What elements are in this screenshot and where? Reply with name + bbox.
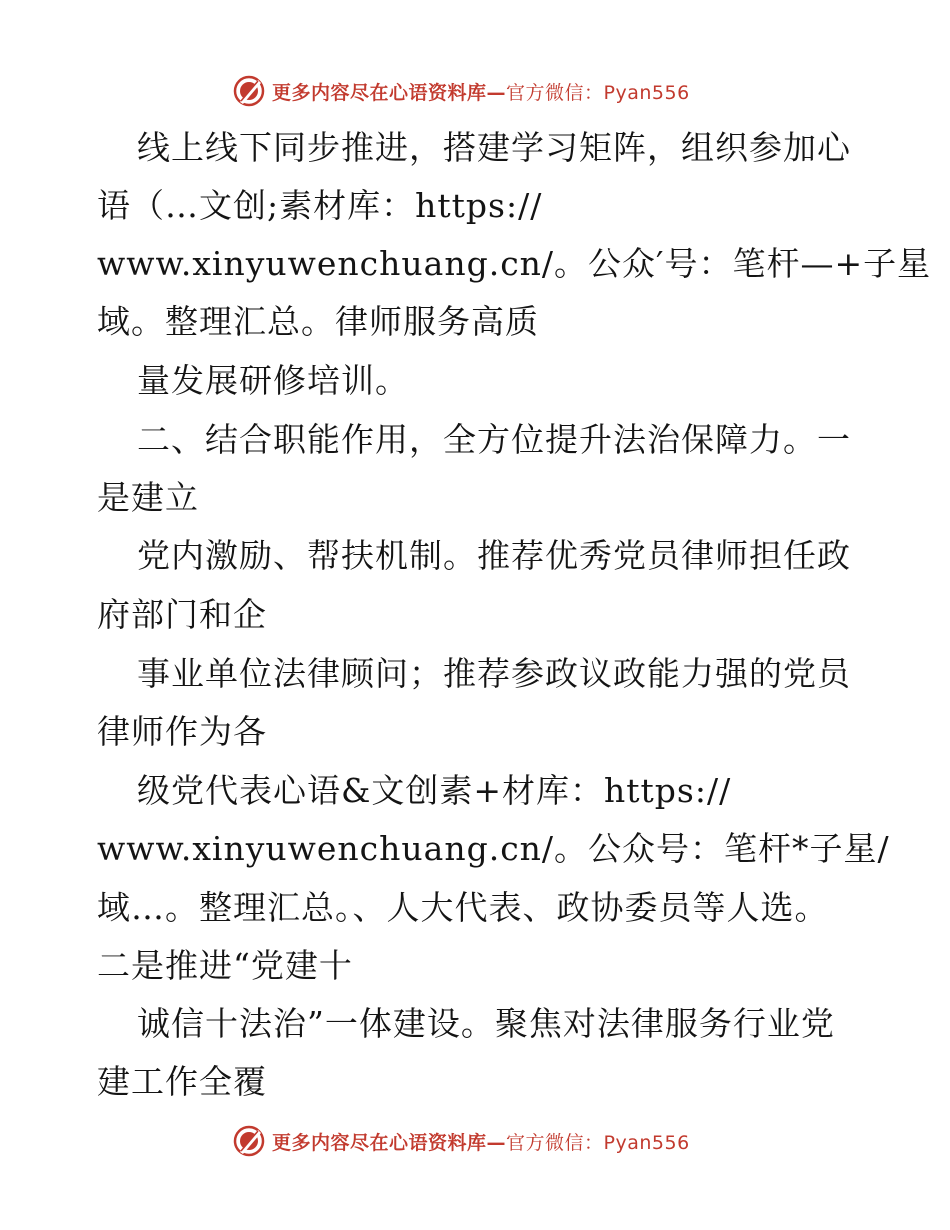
text-line: 量发展研修培训。 (137, 361, 409, 400)
footer-banner-wechat-label: 官方微信： (506, 1131, 604, 1154)
text-line: 线上线下同步推进，搭建学习矩阵，组织参加心 (137, 128, 851, 167)
text-line: 府部门和企 (97, 595, 267, 634)
text-line: www.xinyuwenchuang.cn/。公众号：笔杆*子星/ (97, 829, 890, 868)
text-line: 建工作全覆 (97, 1062, 267, 1101)
text-line: 诚信十法治”一体建设。聚焦对法律服务行业党 (137, 1004, 835, 1043)
header-banner-text: 更多内容尽在心语资料库— (272, 81, 507, 104)
text-line: www.xinyuwenchuang.cn/。公众′号：笔杆—+子星 (97, 244, 932, 283)
quill-pen-logo-icon (232, 1124, 266, 1158)
text-line: 是建立 (97, 478, 199, 517)
text-line: 二是推进“党建十 (97, 946, 353, 985)
header-banner-wechat-id: Pyan556 (603, 81, 690, 104)
text-line: 事业单位法律顾问；推荐参政议政能力强的党员 (137, 654, 851, 693)
footer-banner-text: 更多内容尽在心语资料库— (272, 1131, 507, 1154)
footer-banner-wechat-id: Pyan556 (603, 1131, 690, 1154)
text-line: 域…。整理汇总。、人大代表、政协委员等人选。 (97, 888, 829, 927)
footer-banner (232, 1121, 712, 1161)
text-line: 律师作为各 (97, 712, 267, 751)
text-line: 级党代表心语&文创素+材库：https:// (137, 771, 732, 810)
text-line: 党内激励、帮扶机制。推荐优秀党员律师担任政 (137, 536, 851, 575)
header-banner-wechat-label: 官方微信： (506, 81, 604, 104)
text-line: 域。整理汇总。律师服务高质 (97, 302, 539, 341)
text-line: 二、结合职能作用，全方位提升法治保障力。一 (137, 420, 851, 459)
text-line: 语（…文创;素材库：https:// (97, 186, 543, 225)
